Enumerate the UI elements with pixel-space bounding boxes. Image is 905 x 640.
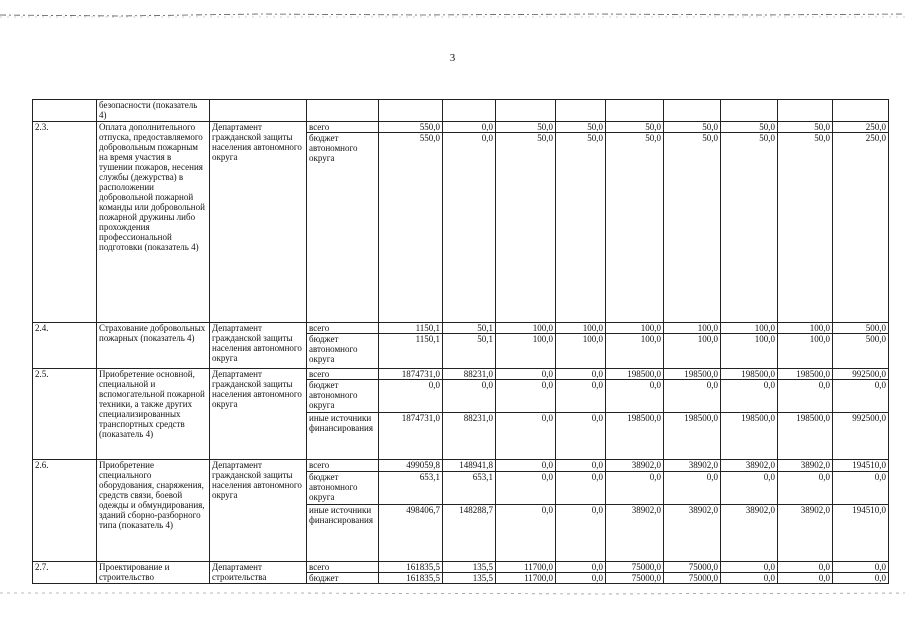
funding-source: всего: [307, 562, 379, 573]
value-cell: 0,0: [833, 562, 889, 573]
value-cell: 100,0: [664, 334, 721, 369]
value-cell: 0,0: [496, 460, 556, 472]
value-cell: 100,0: [556, 323, 606, 334]
funding-source: бюджет автономного округа: [307, 334, 379, 369]
value-cell: 1150,1: [379, 323, 443, 334]
value-cell: 0,0: [833, 472, 889, 505]
value-cell: 250,0: [833, 133, 889, 323]
value-cell: 88231,0: [443, 369, 496, 380]
value-cell: 0,0: [556, 505, 606, 562]
funding-source: бюджет автономного округа: [307, 133, 379, 323]
value-cell: 50,0: [606, 122, 664, 133]
value-cell: 135,5: [443, 573, 496, 584]
value-cell: 161835,5: [379, 562, 443, 573]
funding-source: всего: [307, 122, 379, 133]
value-cell: 0,0: [833, 380, 889, 413]
value-cell: 50,1: [443, 323, 496, 334]
row-name: Проектирование и строительство: [97, 562, 210, 584]
value-cell: 0,0: [443, 133, 496, 323]
value-cell: 0,0: [556, 562, 606, 573]
row-name: Страхование добровольных пожарных (показатель 4): [97, 323, 210, 369]
value-cell: [833, 100, 889, 122]
budget-table: [32, 99, 889, 584]
value-cell: 50,0: [606, 133, 664, 323]
value-cell: [496, 100, 556, 122]
value-cell: 38902,0: [721, 460, 778, 472]
value-cell: 198500,0: [664, 369, 721, 380]
value-cell: 0,0: [778, 472, 833, 505]
row-number: 2.5.: [33, 369, 97, 460]
scan-artifact-top: [0, 8, 905, 22]
value-cell: 38902,0: [778, 460, 833, 472]
value-cell: 198500,0: [664, 413, 721, 460]
value-cell: [721, 100, 778, 122]
table-row: [33, 562, 889, 573]
table-row: [33, 323, 889, 334]
value-cell: 38902,0: [664, 505, 721, 562]
value-cell: 0,0: [721, 380, 778, 413]
value-cell: 0,0: [664, 472, 721, 505]
scan-artifact-bottom: [0, 588, 905, 598]
value-cell: 50,0: [664, 133, 721, 323]
value-cell: 250,0: [833, 122, 889, 133]
value-cell: 653,1: [443, 472, 496, 505]
value-cell: [443, 100, 496, 122]
value-cell: 100,0: [721, 323, 778, 334]
value-cell: 50,0: [721, 133, 778, 323]
value-cell: 50,0: [664, 122, 721, 133]
value-cell: 550,0: [379, 122, 443, 133]
value-cell: [379, 100, 443, 122]
value-cell: 50,0: [496, 133, 556, 323]
value-cell: 38902,0: [606, 460, 664, 472]
row-number: 2.4.: [33, 323, 97, 369]
value-cell: 1874731,0: [379, 413, 443, 460]
row-executor: Департамент гражданской защиты населения автономного округа: [210, 323, 307, 369]
value-cell: 148941,8: [443, 460, 496, 472]
value-cell: 0,0: [556, 369, 606, 380]
value-cell: 135,5: [443, 562, 496, 573]
row-number: 2.3.: [33, 122, 97, 323]
value-cell: 161835,5: [379, 573, 443, 584]
row-name: Приобретение специального оборудования, снаряжения, средств связи, боевой одежды и обмундирования, зданий сборно-разборного типа (показатель 4): [97, 460, 210, 562]
value-cell: 0,0: [443, 122, 496, 133]
value-cell: 0,0: [721, 573, 778, 584]
value-cell: 0,0: [556, 460, 606, 472]
value-cell: 0,0: [496, 369, 556, 380]
value-cell: 75000,0: [664, 573, 721, 584]
value-cell: 50,0: [721, 122, 778, 133]
value-cell: 38902,0: [721, 505, 778, 562]
value-cell: 0,0: [556, 413, 606, 460]
value-cell: 0,0: [496, 472, 556, 505]
row-executor: Департамент строительства: [210, 562, 307, 584]
table-row: [33, 122, 889, 133]
row-executor: Департамент гражданской защиты населения автономного округа: [210, 122, 307, 323]
value-cell: 100,0: [606, 334, 664, 369]
row-executor: [210, 100, 307, 122]
value-cell: 198500,0: [606, 413, 664, 460]
value-cell: 499059,8: [379, 460, 443, 472]
value-cell: 100,0: [721, 334, 778, 369]
value-cell: 50,0: [556, 122, 606, 133]
value-cell: 498406,7: [379, 505, 443, 562]
value-cell: 50,0: [556, 133, 606, 323]
value-cell: 100,0: [496, 323, 556, 334]
page-number: 3: [449, 52, 456, 64]
value-cell: 992500,0: [833, 369, 889, 380]
funding-source: бюджет: [307, 573, 379, 584]
value-cell: 0,0: [496, 380, 556, 413]
value-cell: 100,0: [664, 323, 721, 334]
value-cell: 50,0: [496, 122, 556, 133]
row-name: Приобретение основной, специальной и вспомогательной пожарной техники, а также других специализированных транспортных средств (показатель 4): [97, 369, 210, 460]
value-cell: 75000,0: [664, 562, 721, 573]
funding-source: иные источники финансирования: [307, 505, 379, 562]
value-cell: 100,0: [496, 334, 556, 369]
value-cell: 38902,0: [606, 505, 664, 562]
value-cell: 75000,0: [606, 562, 664, 573]
row-number: 2.6.: [33, 460, 97, 562]
value-cell: 0,0: [379, 380, 443, 413]
value-cell: 0,0: [778, 573, 833, 584]
value-cell: 0,0: [443, 380, 496, 413]
value-cell: 50,1: [443, 334, 496, 369]
value-cell: 198500,0: [721, 369, 778, 380]
value-cell: 0,0: [778, 562, 833, 573]
value-cell: [606, 100, 664, 122]
value-cell: 100,0: [556, 334, 606, 369]
value-cell: [664, 100, 721, 122]
value-cell: 198500,0: [606, 369, 664, 380]
value-cell: 0,0: [556, 573, 606, 584]
value-cell: 1150,1: [379, 334, 443, 369]
value-cell: 653,1: [379, 472, 443, 505]
row-executor: Департамент гражданской защиты населения автономного округа: [210, 460, 307, 562]
value-cell: 38902,0: [664, 460, 721, 472]
value-cell: 11700,0: [496, 562, 556, 573]
row-number: [33, 100, 97, 122]
value-cell: 0,0: [496, 505, 556, 562]
funding-source: бюджет автономного округа: [307, 472, 379, 505]
funding-source: всего: [307, 369, 379, 380]
value-cell: 198500,0: [721, 413, 778, 460]
value-cell: 198500,0: [778, 413, 833, 460]
value-cell: 148288,7: [443, 505, 496, 562]
funding-source: иные источники финансирования: [307, 413, 379, 460]
value-cell: 0,0: [721, 472, 778, 505]
funding-source: всего: [307, 460, 379, 472]
table-row: [33, 460, 889, 472]
value-cell: 0,0: [556, 472, 606, 505]
table-row: [33, 100, 889, 122]
value-cell: 1874731,0: [379, 369, 443, 380]
value-cell: 198500,0: [778, 369, 833, 380]
value-cell: 0,0: [556, 380, 606, 413]
row-number: 2.7.: [33, 562, 97, 584]
value-cell: 0,0: [778, 380, 833, 413]
value-cell: 194510,0: [833, 505, 889, 562]
funding-source: всего: [307, 323, 379, 334]
value-cell: 11700,0: [496, 573, 556, 584]
value-cell: [556, 100, 606, 122]
value-cell: 0,0: [721, 562, 778, 573]
row-name: Оплата дополнительного отпуска, предоставляемого добровольным пожарным на время участия в тушении пожаров, несения службы (дежурства) в расположении добровольной пожарной команды или добровольной пожарной дружины либо прохождения профессиональной подготовки (показатель 4): [97, 122, 210, 323]
value-cell: 0,0: [496, 413, 556, 460]
value-cell: 992500,0: [833, 413, 889, 460]
value-cell: 100,0: [606, 323, 664, 334]
value-cell: 0,0: [833, 573, 889, 584]
row-name: безопасности (показатель 4): [97, 100, 210, 122]
value-cell: 75000,0: [606, 573, 664, 584]
value-cell: 50,0: [778, 122, 833, 133]
value-cell: 194510,0: [833, 460, 889, 472]
value-cell: 500,0: [833, 323, 889, 334]
value-cell: 550,0: [379, 133, 443, 323]
value-cell: 50,0: [778, 133, 833, 323]
table-row: [33, 369, 889, 380]
value-cell: 38902,0: [778, 505, 833, 562]
value-cell: 100,0: [778, 334, 833, 369]
value-cell: 0,0: [664, 380, 721, 413]
value-cell: 0,0: [606, 472, 664, 505]
value-cell: 88231,0: [443, 413, 496, 460]
value-cell: 500,0: [833, 334, 889, 369]
value-cell: [778, 100, 833, 122]
value-cell: 100,0: [778, 323, 833, 334]
row-executor: Департамент гражданской защиты населения автономного округа: [210, 369, 307, 460]
funding-source: [307, 100, 379, 122]
value-cell: 0,0: [606, 380, 664, 413]
funding-source: бюджет автономного округа: [307, 380, 379, 413]
